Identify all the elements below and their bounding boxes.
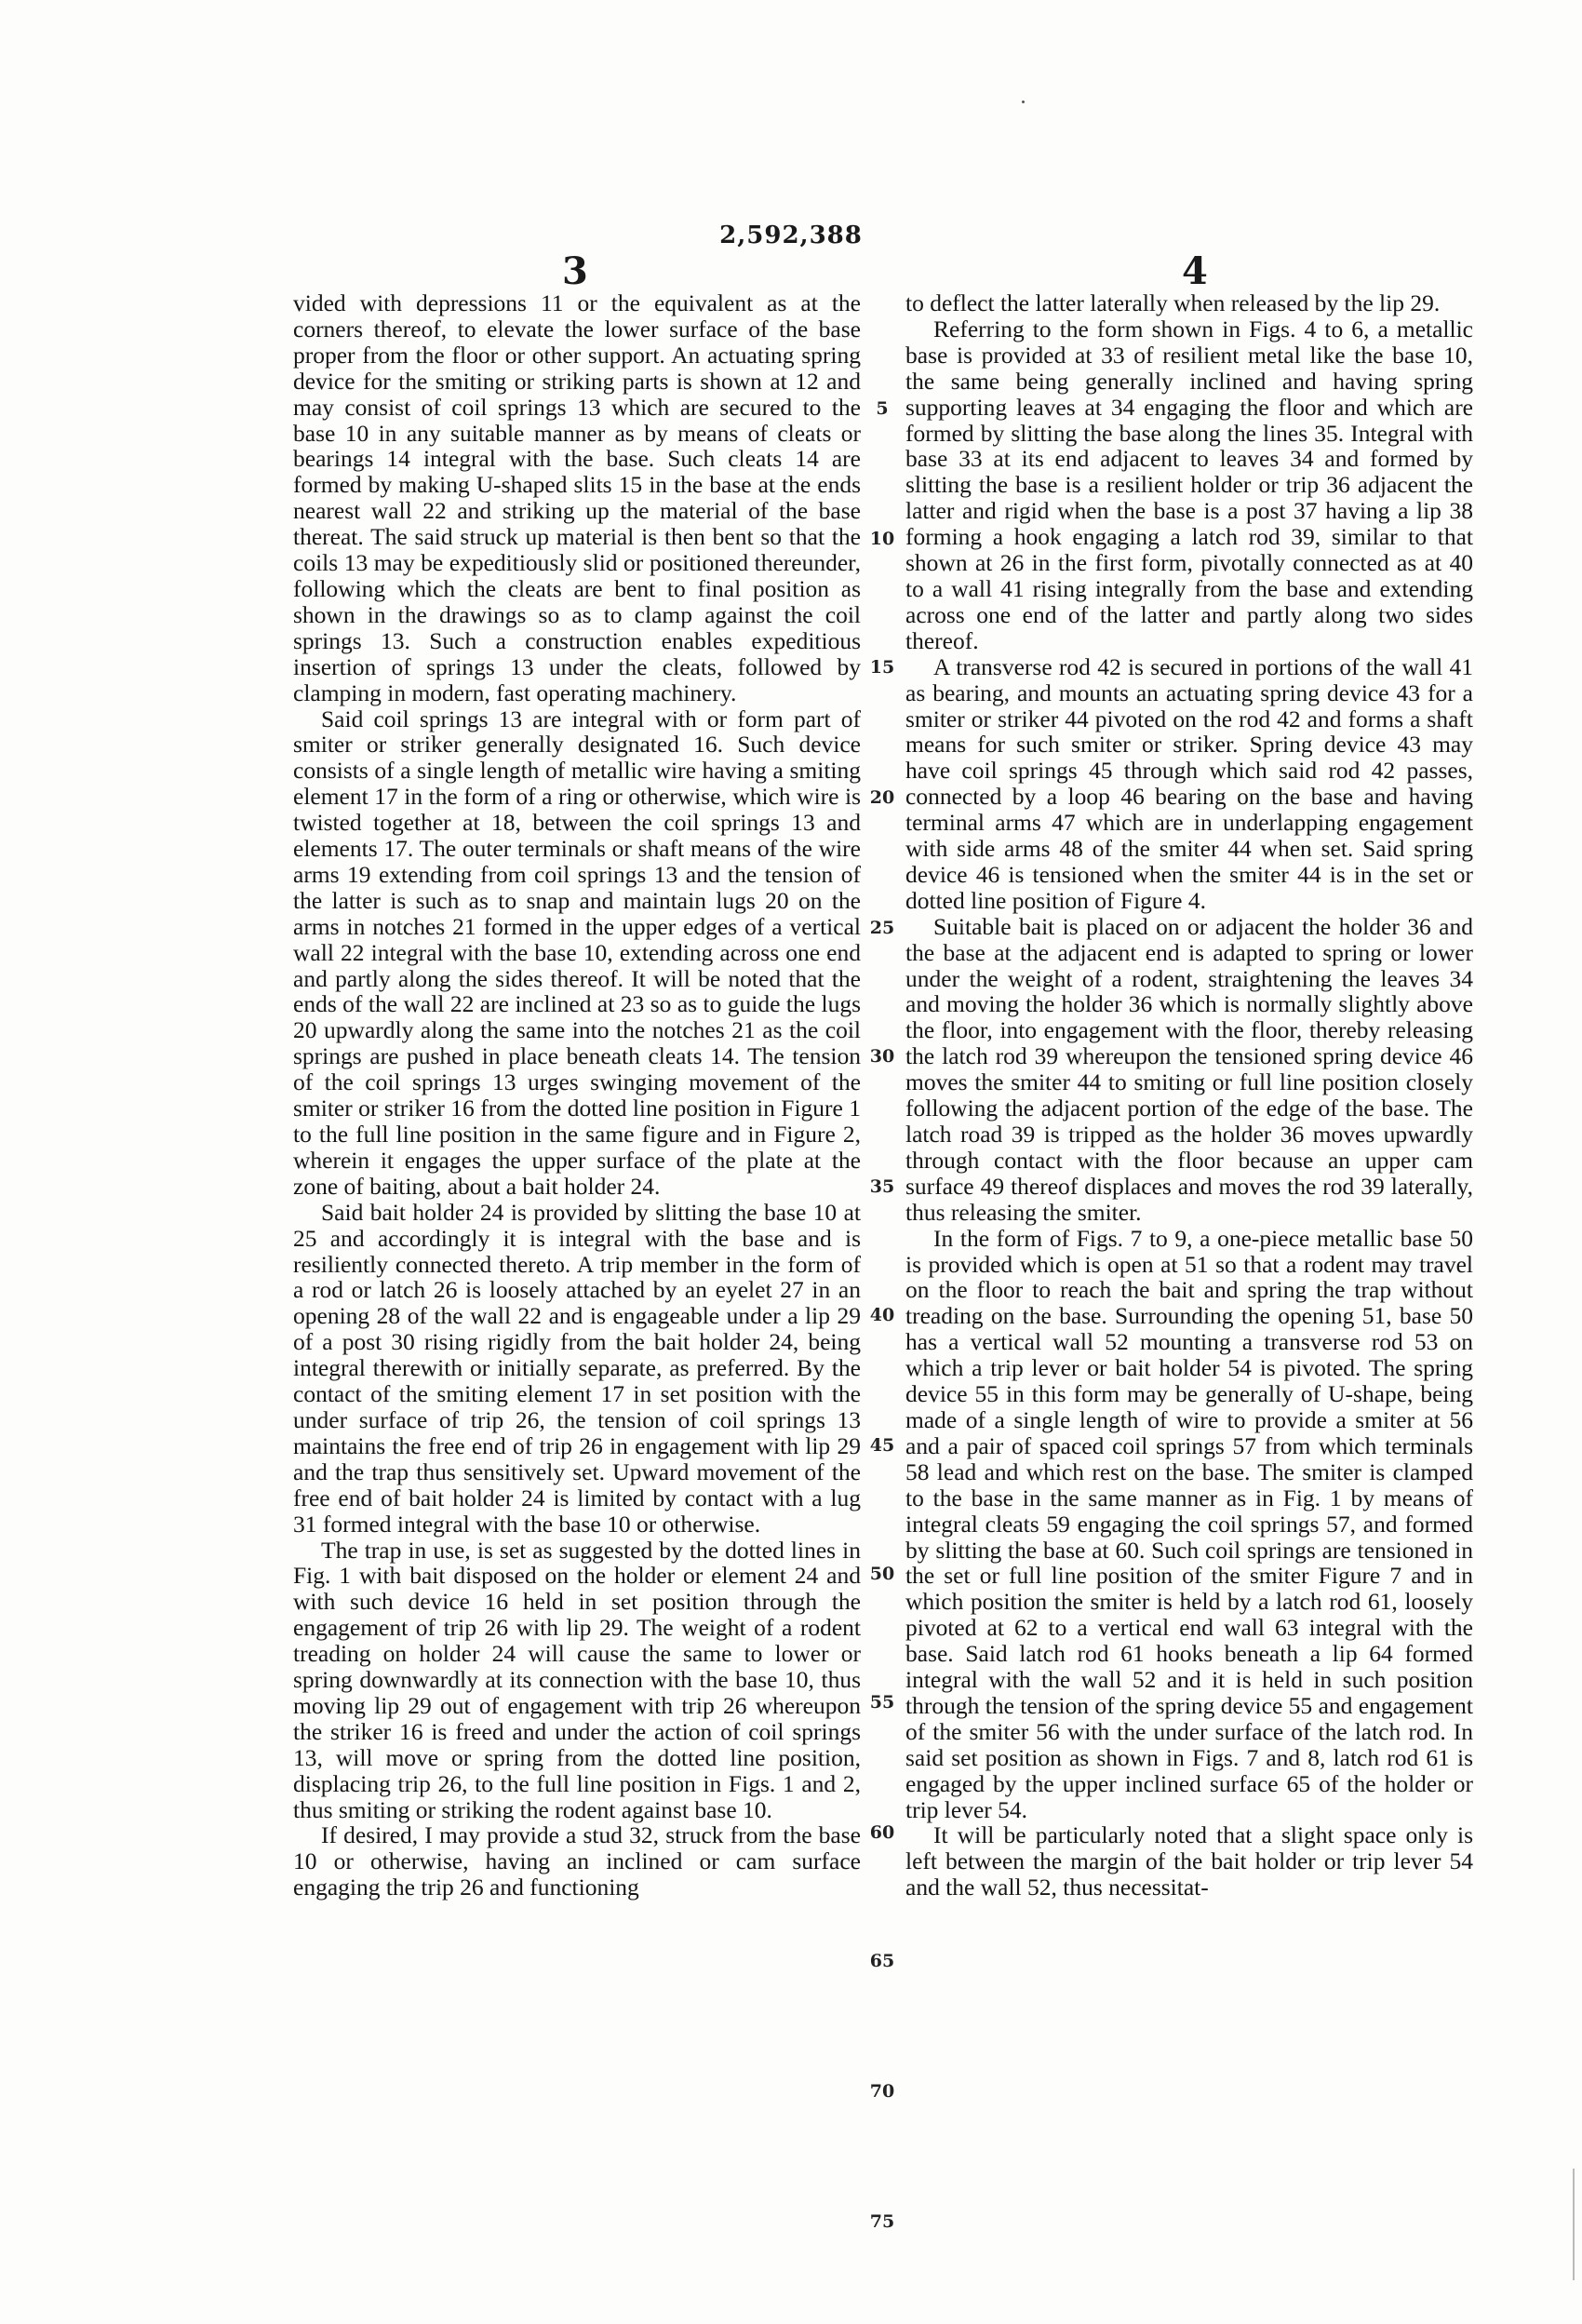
line-number: 40: [869, 1305, 895, 1325]
left-column-number: 3: [562, 249, 588, 293]
left-paragraph: If desired, I may provide a stud 32, struck from the base 10 or otherwise, having an inclined or cam surface engaging the trip 26 and functioning: [293, 1821, 861, 1901]
line-number: 20: [869, 787, 895, 808]
line-number: 5: [876, 398, 889, 419]
left-paragraph: Said bait holder 24 is provided by slitting the base 10 at 25 and accordingly it is integral with the base and is resiliently connected thereto. A trip member in the form of a rod or latch 26 is loosely attached by an eyelet 27 in an opening 28 of the wall 22 and is engageable under a lip 29 of a post 30 rising rigidly from the bait holder 24, being integral therewith or initially separate, as preferred. By the contact of the smiting element 17 in set position with the under surface of trip 26, the tension of coil springs 13 maintains the free end of trip 26 in engagement with lip 29 and the trap thus sensitively set. Upward movement of the free end of bait holder 24 is limited by contact with a lug 31 formed integral with the base 10 or otherwise.: [293, 1198, 861, 1538]
scan-edge-mark: [1573, 2169, 1575, 2280]
line-number-gutter: [864, 0, 901, 2324]
left-paragraph: vided with depressions 11 or the equivalent as at the corners thereof, to elevate the lower surface of the base proper from the floor or other support. An actuating spring device for the smiting or striking parts is shown at 12 and may consist of coil springs 13 which are secured to the base 10 in any suitable manner as by means of cleats or bearings 14 integral with the base. Such cleats 14 are formed by making U-shaped slits 15 in the base at the ends nearest wall 22 and striking up the material of the base thereat. The said struck up material is then bent so that the coils 13 may be expeditiously slid or positioned thereunder, following which the cleats are bent to final position as shown in the drawings so as to clamp against the coil springs 13. Such a construction enables expeditious insertion of springs 13 under the cleats, followed by clamping in modern, fast operating machinery.: [293, 289, 861, 706]
scan-speck: [1022, 101, 1025, 103]
right-paragraph: Suitable bait is placed on or adjacent the holder 36 and the base at the adjacent end is adapted to spring or lower under the weight of a rodent, straightening the leaves 34 and moving the holder 36 which is normally slightly above the floor, into engagement with the floor, thereby releasing the latch rod 39 whereupon the tensioned spring device 46 moves the smiter 44 to smiting or full line position closely following the adjacent portion of the edge of the base. The latch road 39 is tripped as the holder 36 moves upwardly through contact with the floor because an upper cam surface 49 thereof displaces and moves the rod 39 laterally, thus releasing the smiter.: [905, 912, 1473, 1226]
line-number: 45: [869, 1435, 895, 1456]
line-number: 35: [869, 1176, 895, 1197]
line-number: 30: [869, 1046, 895, 1067]
line-number: 15: [869, 657, 895, 678]
left-paragraph: Said coil springs 13 are integral with or form part of smiter or striker generally designated 16. Such device consists of a single length of metallic wire having a smiting element 17 in the form of a ring or otherwise, which wire is twisted together at 18, between the coil springs 13 and elements 17. The outer terminals or shaft means of the wire arms 19 extending from coil springs 13 and the tension of the latter is such as to snap and maintain lugs 20 on the arms in notches 21 formed in the upper edges of a vertical wall 22 integral with the base 10, extending across one end and partly along the sides thereof. It will be noted that the ends of the wall 22 are inclined at 23 so as to guide the lugs 20 upwardly along the same into the notches 21 as the coil springs are pushed in place beneath cleats 14. The tension of the coil springs 13 urges swinging movement of the smiter or striker 16 from the dotted line position in Figure 1 to the full line position in the same figure and in Figure 2, wherein it engages the upper surface of the plate at the zone of baiting, about a bait holder 24.: [293, 705, 861, 1200]
line-number: 70: [869, 2081, 895, 2102]
line-number: 55: [869, 1692, 895, 1713]
line-number: 60: [869, 1822, 895, 1843]
right-paragraph: Referring to the form shown in Figs. 4 to 6, a metallic base is provided at 33 of resilient metal like the base 10, the same being generally inclined and having spring supporting leaves at 34 engaging the floor and which are formed by slitting the base along the lines 35. Integral with base 33 at its end adjacent to leaves 34 and formed by slitting the base is a resilient holder or trip 36 adjacent the latter and rigid when the base is a post 37 having a lip 38 forming a hook engaging a latch rod 39, similar to that shown at 26 in the first form, pivotally connected as at 40 to a wall 41 rising integrally from the base and extending across one end of the latter and partly along two sides thereof.: [905, 315, 1473, 654]
left-paragraph: The trap in use, is set as suggested by the dotted lines in Fig. 1 with bait disposed on the holder or element 24 and with such device 16 held in set position through the engagement of trip 26 with lip 29. The weight of a rodent treading on holder 24 will cause the same to lower or spring downwardly at its connection with the base 10, thus moving lip 29 out of engagement with trip 26 whereupon the striker 16 is freed and under the action of coil springs 13, will move or spring from the dotted line position, displacing trip 26, to the full line position in Figs. 1 and 2, thus smiting or striking the rodent against base 10.: [293, 1536, 861, 1823]
left-text-column: [293, 290, 861, 1901]
right-paragraph: A transverse rod 42 is secured in portions of the wall 41 as bearing, and mounts an actuating spring device 43 for a smiter or striker 44 pivoted on the rod 42 and forms a shaft means for such smiter or striker. Spring device 43 may have coil springs 45 through which said rod 42 passes, connected by a loop 46 bearing on the base and having terminal arms 47 which are in underlapping engagement with side arms 48 of the smiter 44 when set. Said spring device 46 is tensioned when the smiter 44 is in the set or dotted line position of Figure 4.: [905, 652, 1473, 914]
right-column-number: 4: [1182, 249, 1208, 293]
line-number: 65: [869, 1951, 895, 1971]
line-number: 50: [869, 1564, 895, 1584]
right-text-column: [905, 290, 1473, 1901]
patent-number: 2,592,388: [719, 222, 863, 249]
line-number: 75: [869, 2211, 895, 2232]
line-number: 25: [869, 918, 895, 938]
right-paragraph: It will be particularly noted that a slight space only is left between the margin of the bait holder or trip lever 54 and the wall 52, thus necessitat-: [905, 1821, 1473, 1901]
right-paragraph: In the form of Figs. 7 to 9, a one-piece metallic base 50 is provided which is open at 51 so that a rodent may travel on the floor to reach the bait and spring the trap without treading on the base. Surrounding the opening 51, base 50 has a vertical wall 52 mounting a transverse rod 53 on which a trip lever or bait holder 54 is pivoted. The spring device 55 in this form may be generally of U-shape, being made of a single length of wire to provide a smiter at 56 and a pair of spaced coil springs 57 from which terminals 58 lead and which rest on the base. The smiter is clamped to the base in the same manner as in Fig. 1 by means of integral cleats 59 engaging the coil springs 57, and formed by slitting the base at 60. Such coil springs are tensioned in the set or full line position of the smiter Figure 7 and in which position the smiter is held by a latch rod 61, loosely pivoted at 62 to a vertical end wall 63 integral with the base. Said latch rod 61 hooks beneath a lip 64 formed integral with the wall 52 and it is held in such position through the tension of the spring device 55 and engagement of the smiter 56 with the under surface of the latch rod. In said set position as shown in Figs. 7 and 8, latch rod 61 is engaged by the upper inclined surface 65 of the holder or trip lever 54.: [905, 1224, 1473, 1823]
line-number: 10: [869, 529, 895, 549]
right-paragraph: to deflect the latter laterally when released by the lip 29.: [905, 289, 1441, 316]
